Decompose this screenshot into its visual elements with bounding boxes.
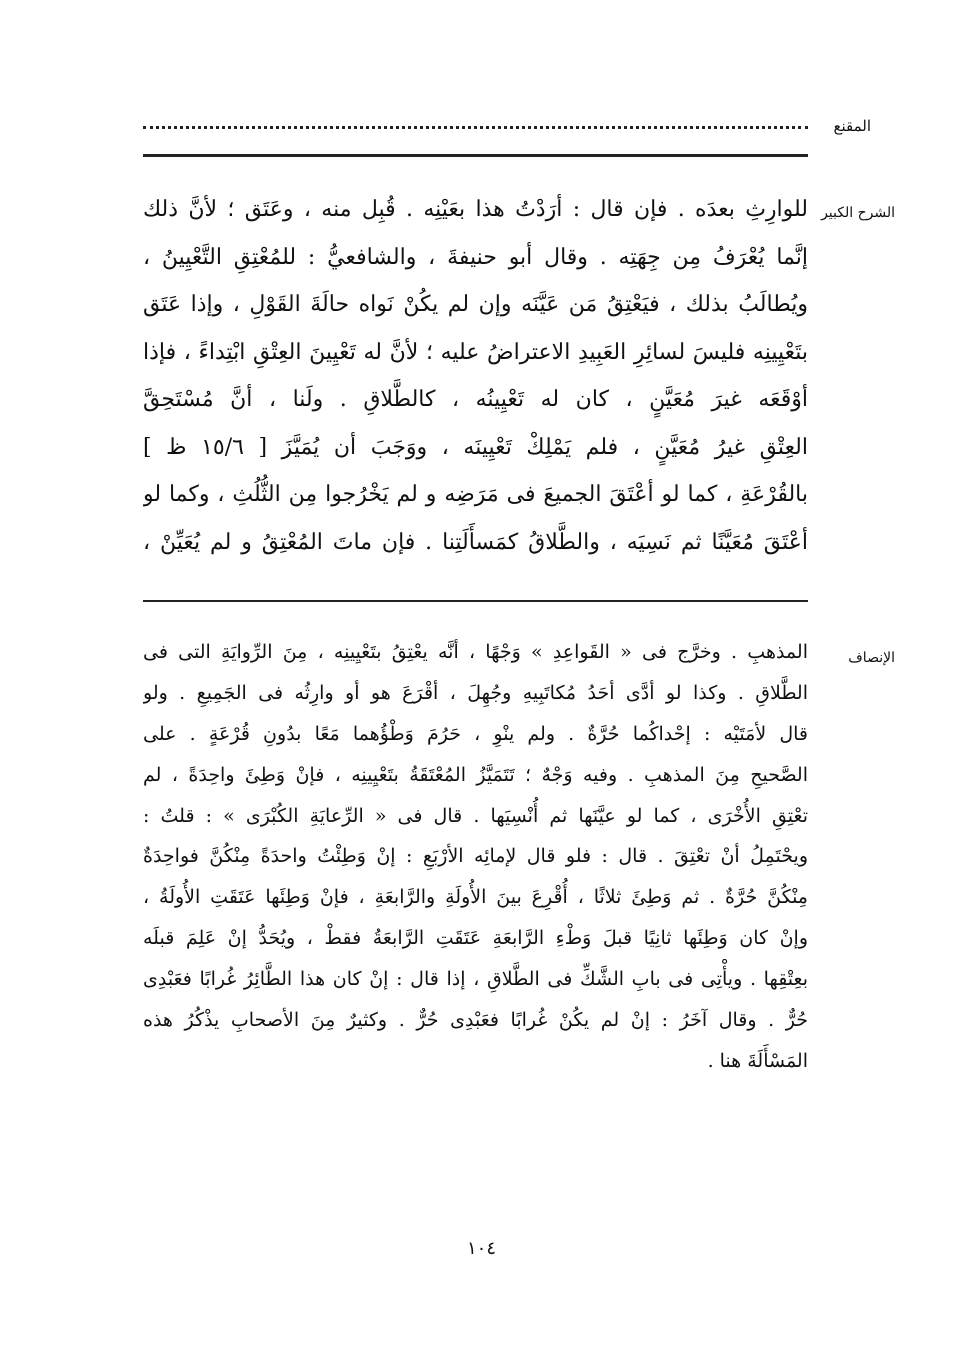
insaf-line: الصَّحيحِ مِنَ المذهبِ . وفيه وَجْهٌ ؛ تَتَمَيَّزُ المُعْتَقَةُ بتَعْيِينِه ، فإنْ وَطِئَ واحِدَةً ، لم xyxy=(143,763,808,786)
section-divider xyxy=(143,600,808,602)
header-dotted-leader xyxy=(143,118,808,129)
header-rule xyxy=(143,154,808,157)
sharh-line: أوْقَعَه غيرَ مُعَيَّنٍ ، كان له تَعْيِينُه ، كالطَّلاقِ . ولَنا ، أنَّ مُسْتَحِقَّ xyxy=(143,387,808,412)
sharh-line: بالقُرْعَةِ ، كما لو أعْتَقَ الجميعَ فى مَرَضِه و لم يَخْرُجوا مِن الثُّلُثِ ، وكما لو xyxy=(143,482,808,507)
insaf-text-block xyxy=(143,632,808,1082)
running-header-title: المقنع xyxy=(833,117,871,135)
insaf-line: الطَّلاقِ . وكذا لو أدَّى أحَدُ مُكاتَبِيهِ وجُهِلَ ، أقْرَعَ هو أو وارِثُه فى الجَمِيعِ . ولو xyxy=(143,681,808,704)
insaf-line: حُرٌّ . وقال آخَرُ : إنْ لم يكُنْ غُرابًا فعَبْدِى حُرٌّ . وكثيرٌ مِنَ الأصحابِ يذْكُرُ هذه xyxy=(143,1009,808,1032)
sharh-line: ويُطالَبُ بذلك ، فيَعْتِقُ مَن عَيَّنَه وإن لم يكُنْ نَواه حالَةَ القَوْلِ ، وإذا عَتَق xyxy=(143,292,808,317)
insaf-line: قال لأمَتَيْه : إحْداكُما حُرَّةٌ . ولم ينْوِ ، حَرُمَ وَطْؤُهما مَعًا بدُونِ قُرْعَةٍ . على xyxy=(143,722,808,745)
sharh-text-block xyxy=(143,186,808,566)
section-label-sharh: الشرح الكبير xyxy=(821,205,895,221)
page-number: ١٠٤ xyxy=(466,1238,496,1259)
insaf-line: وإنْ كان وَطِئَها ثانِيًا قبلَ وَطْءِ الرَّابعَةِ عَتَقَتِ الرَّابعَةُ فقطْ ، ويُحَدُّ إنْ عَلِمَ قبلَه xyxy=(143,927,808,950)
insaf-line: ويحْتَمِلُ أنْ تعْتِقَ . قال : فلو قال لإمائِه الأرْبَعِ : إنْ وَطِئْتُ واحدَةً مِنْكُنَّ فواحِدَةٌ xyxy=(143,845,808,868)
insaf-line: المذهبِ . وخرَّج فى « القَواعِدِ » وَجْهًا ، أنَّه يعْتِقُ بتَعْيِينِه ، مِنَ الرِّوايَةِ التى فى xyxy=(143,641,808,663)
sharh-line: إنَّما يُعْرَفُ مِن جِهَتِه . وقال أبو حنيفةَ ، والشافعيُّ : للمُعْتِقِ التَّعْيِينُ ، xyxy=(143,244,808,270)
section-label-insaf: الإنصاف xyxy=(848,650,895,666)
sharh-line: أعْتَقَ مُعَيَّنًا ثم نَسِيَه ، والطَّلاقُ كمَسأَلَتِنا . فإن ماتَ المُعْتِقُ و لم يُعَيِّنْ ، xyxy=(143,529,808,555)
insaf-line: المَسْأَلَةَ هنا . xyxy=(707,1049,808,1072)
insaf-line: بعِتْقِها . ويأْتِى فى بابِ الشَّكِّ فى الطَّلاقِ ، إذا قال : إنْ كان هذا الطَّائِرُ غُرابًا فعَبْدِى xyxy=(143,968,808,991)
sharh-line: للوارِثِ بعدَه . فإن قال : أرَدْتُ هذا بعَيْنِه . قُبِل منه ، وعَتَق ؛ لأنَّ ذلك xyxy=(143,197,808,222)
sharh-line: العِتْقِ غيرُ مُعَيَّنٍ ، فلم يَمْلِكْ تَعْيِينَه ، ووَجَبَ أن يُمَيَّزَ [ ١٥/٦ ظ ] xyxy=(143,434,808,460)
insaf-line: تعْتِقِ الأُخْرَى ، كما لو عيَّنَها ثم أُنْسِيَها . قال فى « الرِّعايَةِ الكُبْرَى » : قلتُ : xyxy=(143,804,808,827)
insaf-line: مِنْكُنَّ حُرَّةٌ . ثم وَطِئَ ثلاثًا ، أُقْرِعَ بينَ الأُولَةِ والرَّابعَةِ ، فإنْ وَطِئَها عَتَقَتِ الأُولَةُ ، xyxy=(143,886,808,909)
sharh-line: بتَعْيِينِه فليسَ لسائِرِ العَبِيدِ الاعتراضُ عليه ؛ لأنَّ له تَعْيِينَ العِتْقِ ابْتِداءً ، فإذا xyxy=(143,339,808,365)
